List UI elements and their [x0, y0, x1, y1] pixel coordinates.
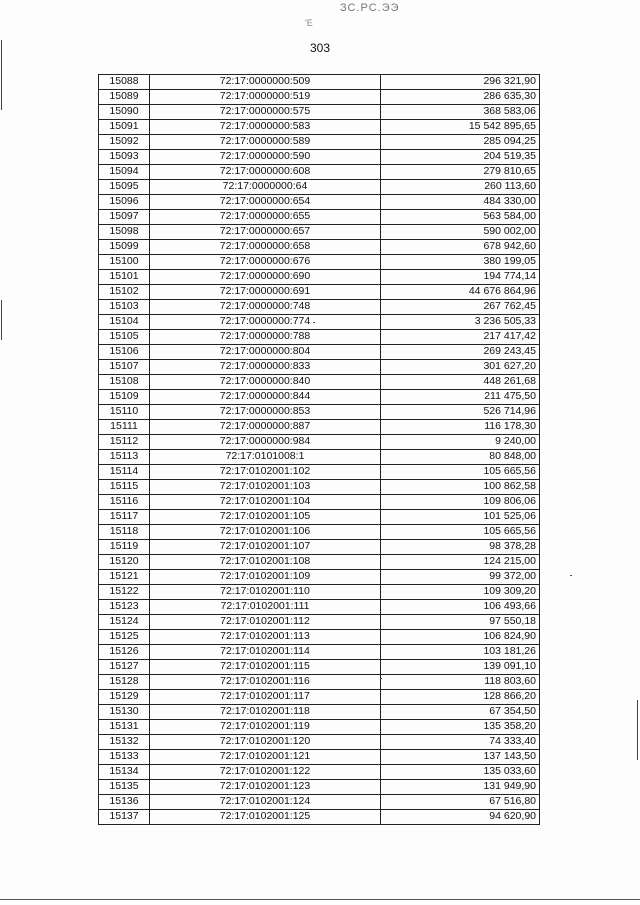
- cadastral-value-cell: 260 113,60: [381, 180, 540, 195]
- cadastral-value-cell: 74 333,40: [381, 735, 540, 750]
- table-row: [99, 180, 540, 195]
- table-row: [99, 480, 540, 495]
- cadastral-value-cell: 106 824,90: [381, 630, 540, 645]
- cadastral-value-cell: 97 550,18: [381, 615, 540, 630]
- cadastral-number-cell: 72:17:0000000:658: [150, 240, 381, 255]
- cadastral-number-cell: 72:17:0102001:116: [150, 675, 381, 690]
- cadastral-value-cell: 131 949,90: [381, 780, 540, 795]
- table-row: [99, 420, 540, 435]
- table-row: [99, 270, 540, 285]
- row-number-cell: 15127: [99, 660, 150, 675]
- cadastral-number-cell: 72:17:0102001:104: [150, 495, 381, 510]
- row-number-cell: 15106: [99, 345, 150, 360]
- row-number-cell: 15113: [99, 450, 150, 465]
- cadastral-number-cell: 72:17:0102001:121: [150, 750, 381, 765]
- row-number-cell: 15130: [99, 705, 150, 720]
- row-number-cell: 15133: [99, 750, 150, 765]
- cadastral-number-cell: 72:17:0102001:123: [150, 780, 381, 795]
- scan-edge-bottom: [0, 899, 640, 900]
- table-row: [99, 405, 540, 420]
- table-row: [99, 810, 540, 825]
- table-row: [99, 735, 540, 750]
- cadastral-number-cell: 72:17:0102001:111: [150, 600, 381, 615]
- cadastral-value-cell: 9 240,00: [381, 435, 540, 450]
- table-row: [99, 285, 540, 300]
- cadastral-number-cell: 72:17:0102001:120: [150, 735, 381, 750]
- table-row: [99, 705, 540, 720]
- row-number-cell: 15089: [99, 90, 150, 105]
- table-row: [99, 120, 540, 135]
- table-row: [99, 600, 540, 615]
- cadastral-value-cell: 80 848,00: [381, 450, 540, 465]
- table-row: [99, 435, 540, 450]
- table-row: [99, 135, 540, 150]
- row-number-cell: 15090: [99, 105, 150, 120]
- table-row: [99, 300, 540, 315]
- cadastral-number-cell: 72:17:0000000:608: [150, 165, 381, 180]
- row-number-cell: 15107: [99, 360, 150, 375]
- table-row: [99, 345, 540, 360]
- table-row: [99, 75, 540, 90]
- cadastral-value-cell: 137 143,50: [381, 750, 540, 765]
- cadastral-value-cell: 301 627,20: [381, 360, 540, 375]
- row-number-cell: 15102: [99, 285, 150, 300]
- cadastral-value-cell: 678 942,60: [381, 240, 540, 255]
- row-number-cell: 15095: [99, 180, 150, 195]
- cadastral-value-cell: 563 584,00: [381, 210, 540, 225]
- cadastral-value-cell: 116 178,30: [381, 420, 540, 435]
- scan-edge-left-top: [1, 40, 2, 110]
- cadastral-number-cell: 72:17:0000000:575: [150, 105, 381, 120]
- page-number: 303: [309, 41, 331, 55]
- cadastral-value-cell: 44 676 864,96: [381, 285, 540, 300]
- row-number-cell: 15135: [99, 780, 150, 795]
- row-number-cell: 15104: [99, 315, 150, 330]
- cadastral-number-cell: 72:17:0000000:774: [150, 315, 381, 330]
- row-number-cell: 15123: [99, 600, 150, 615]
- scan-edge-right: [637, 700, 638, 760]
- row-number-cell: 15101: [99, 270, 150, 285]
- cadastral-number-cell: 72:17:0102001:119: [150, 720, 381, 735]
- cadastral-number-cell: 72:17:0102001:106: [150, 525, 381, 540]
- row-number-cell: 15132: [99, 735, 150, 750]
- cadastral-value-cell: 286 635,30: [381, 90, 540, 105]
- cadastral-number-cell: 72:17:0000000:833: [150, 360, 381, 375]
- cadastral-number-cell: 72:17:0102001:107: [150, 540, 381, 555]
- cadastral-value-cell: 124 215,00: [381, 555, 540, 570]
- table-row: [99, 255, 540, 270]
- row-number-cell: 15120: [99, 555, 150, 570]
- cadastral-number-cell: 72:17:0000000:676: [150, 255, 381, 270]
- cadastral-number-cell: 72:17:0000000:590: [150, 150, 381, 165]
- scan-speck: [380, 678, 382, 679]
- row-number-cell: 15124: [99, 615, 150, 630]
- table-row: [99, 375, 540, 390]
- table-row: [99, 720, 540, 735]
- row-number-cell: 15137: [99, 810, 150, 825]
- cadastral-value-cell: 279 810,65: [381, 165, 540, 180]
- cadastral-number-cell: 72:17:0000000:64: [150, 180, 381, 195]
- row-number-cell: 15105: [99, 330, 150, 345]
- cadastral-value-cell: 99 372,00: [381, 570, 540, 585]
- cadastral-number-cell: 72:17:0102001:102: [150, 465, 381, 480]
- cadastral-value-cell: 194 774,14: [381, 270, 540, 285]
- cadastral-value-cell: 128 866,20: [381, 690, 540, 705]
- row-number-cell: 15096: [99, 195, 150, 210]
- row-number-cell: 15116: [99, 495, 150, 510]
- cadastral-number-cell: 72:17:0102001:125: [150, 810, 381, 825]
- table-row: [99, 240, 540, 255]
- row-number-cell: 15112: [99, 435, 150, 450]
- table-row: [99, 645, 540, 660]
- cadastral-number-cell: 72:17:0000000:509: [150, 75, 381, 90]
- cadastral-number-cell: 72:17:0102001:105: [150, 510, 381, 525]
- cadastral-value-cell: 285 094,25: [381, 135, 540, 150]
- cadastral-value-cell: 135 033,60: [381, 765, 540, 780]
- cadastral-number-cell: 72:17:0102001:122: [150, 765, 381, 780]
- cadastral-number-cell: 72:17:0000000:853: [150, 405, 381, 420]
- row-number-cell: 15108: [99, 375, 150, 390]
- cadastral-number-cell: 72:17:0102001:112: [150, 615, 381, 630]
- cadastral-value-cell: 139 091,10: [381, 660, 540, 675]
- cadastral-value-cell: 380 199,05: [381, 255, 540, 270]
- cadastral-number-cell: 72:17:0102001:113: [150, 630, 381, 645]
- row-number-cell: 15109: [99, 390, 150, 405]
- row-number-cell: 15097: [99, 210, 150, 225]
- cadastral-number-cell: 72:17:0000000:589: [150, 135, 381, 150]
- cadastral-value-cell: 368 583,06: [381, 105, 540, 120]
- table-row: [99, 210, 540, 225]
- table-row: [99, 615, 540, 630]
- cadastral-value-cell: 118 803,60: [381, 675, 540, 690]
- row-number-cell: 15099: [99, 240, 150, 255]
- row-number-cell: 15091: [99, 120, 150, 135]
- table-row: [99, 195, 540, 210]
- cadastral-number-cell: 72:17:0000000:691: [150, 285, 381, 300]
- cadastral-value-cell: 267 762,45: [381, 300, 540, 315]
- cadastral-value-cell: 105 665,56: [381, 465, 540, 480]
- row-number-cell: 15093: [99, 150, 150, 165]
- table-row: [99, 165, 540, 180]
- cadastral-number-cell: 72:17:0102001:115: [150, 660, 381, 675]
- cadastral-value-cell: 448 261,68: [381, 375, 540, 390]
- table-row: [99, 90, 540, 105]
- table-row: [99, 630, 540, 645]
- cadastral-value-cell: 590 002,00: [381, 225, 540, 240]
- table-row: [99, 225, 540, 240]
- cadastral-value-cell: 100 862,58: [381, 480, 540, 495]
- cadastral-number-cell: 72:17:0000000:804: [150, 345, 381, 360]
- row-number-cell: 15118: [99, 525, 150, 540]
- table-row: [99, 525, 540, 540]
- cadastral-number-cell: 72:17:0000000:840: [150, 375, 381, 390]
- row-number-cell: 15131: [99, 720, 150, 735]
- table-row: [99, 585, 540, 600]
- row-number-cell: 15126: [99, 645, 150, 660]
- table-row: [99, 765, 540, 780]
- cadastral-value-cell: 217 417,42: [381, 330, 540, 345]
- table-row: [99, 660, 540, 675]
- cadastral-value-cell: 484 330,00: [381, 195, 540, 210]
- table-row: [99, 795, 540, 810]
- cadastral-number-cell: 72:17:0000000:657: [150, 225, 381, 240]
- cadastral-number-cell: 72:17:0000000:844: [150, 390, 381, 405]
- table-row: [99, 675, 540, 690]
- table-body: [99, 75, 540, 825]
- cadastral-number-cell: 72:17:0102001:114: [150, 645, 381, 660]
- cadastral-number-cell: 72:17:0102001:110: [150, 585, 381, 600]
- scan-mark: ЗС.РС.ЭЭ: [340, 2, 400, 14]
- row-number-cell: 15110: [99, 405, 150, 420]
- table-row: [99, 495, 540, 510]
- row-number-cell: 15136: [99, 795, 150, 810]
- cadastral-value-cell: 67 354,50: [381, 705, 540, 720]
- table-row: [99, 105, 540, 120]
- row-number-cell: 15125: [99, 630, 150, 645]
- table-row: [99, 780, 540, 795]
- row-number-cell: 15111: [99, 420, 150, 435]
- cadastral-value-cell: 211 475,50: [381, 390, 540, 405]
- cadastral-value-cell: 103 181,26: [381, 645, 540, 660]
- row-number-cell: 15122: [99, 585, 150, 600]
- row-number-cell: 15094: [99, 165, 150, 180]
- table-row: [99, 330, 540, 345]
- cadastral-value-cell: 15 542 895,65: [381, 120, 540, 135]
- row-number-cell: 15115: [99, 480, 150, 495]
- table-row: [99, 315, 540, 330]
- table-row: [99, 555, 540, 570]
- cadastral-value-cell: 269 243,45: [381, 345, 540, 360]
- row-number-cell: 15129: [99, 690, 150, 705]
- cadastral-number-cell: 72:17:0000000:519: [150, 90, 381, 105]
- cadastral-number-cell: 72:17:0102001:124: [150, 795, 381, 810]
- row-number-cell: 15103: [99, 300, 150, 315]
- scan-edge-left-mid: [1, 300, 2, 340]
- cadastral-value-cell: 204 519,35: [381, 150, 540, 165]
- table-row: [99, 150, 540, 165]
- table-row: [99, 360, 540, 375]
- row-number-cell: 15092: [99, 135, 150, 150]
- table-row: [99, 750, 540, 765]
- cadastral-number-cell: 72:17:0000000:583: [150, 120, 381, 135]
- table-row: [99, 690, 540, 705]
- row-number-cell: 15088: [99, 75, 150, 90]
- cadastral-number-cell: 72:17:0000000:984: [150, 435, 381, 450]
- cadastral-number-cell: 72:17:0102001:108: [150, 555, 381, 570]
- cadastral-value-cell: 106 493,66: [381, 600, 540, 615]
- cadastral-value-cell: 3 236 505,33: [381, 315, 540, 330]
- cadastral-number-cell: 72:17:0102001:109: [150, 570, 381, 585]
- cadastral-number-cell: 72:17:0000000:690: [150, 270, 381, 285]
- cadastral-number-cell: 72:17:0000000:788: [150, 330, 381, 345]
- row-number-cell: 15117: [99, 510, 150, 525]
- row-number-cell: 15121: [99, 570, 150, 585]
- table-row: [99, 540, 540, 555]
- cadastral-value-cell: 526 714,96: [381, 405, 540, 420]
- cadastral-value-cell: 296 321,90: [381, 75, 540, 90]
- scan-speck: [313, 322, 315, 323]
- table-row: [99, 390, 540, 405]
- scan-speck: [570, 575, 572, 576]
- cadastral-number-cell: 72:17:0000000:887: [150, 420, 381, 435]
- cadastral-value-cell: 98 378,28: [381, 540, 540, 555]
- cadastral-number-cell: 72:17:0102001:103: [150, 480, 381, 495]
- scan-mark-small: 'Е: [305, 18, 313, 28]
- cadastral-value-cell: 105 665,56: [381, 525, 540, 540]
- cadastral-value-cell: 67 516,80: [381, 795, 540, 810]
- cadastral-value-cell: 101 525,06: [381, 510, 540, 525]
- row-number-cell: 15128: [99, 675, 150, 690]
- row-number-cell: 15100: [99, 255, 150, 270]
- cadastral-value-cell: 94 620,90: [381, 810, 540, 825]
- row-number-cell: 15098: [99, 225, 150, 240]
- cadastral-number-cell: 72:17:0102001:118: [150, 705, 381, 720]
- cadastral-number-cell: 72:17:0102001:117: [150, 690, 381, 705]
- cadastral-value-cell: 109 806,06: [381, 495, 540, 510]
- cadastral-value-table: [98, 74, 540, 825]
- cadastral-number-cell: 72:17:0101008:1: [150, 450, 381, 465]
- cadastral-number-cell: 72:17:0000000:655: [150, 210, 381, 225]
- cadastral-number-cell: 72:17:0000000:748: [150, 300, 381, 315]
- row-number-cell: 15134: [99, 765, 150, 780]
- row-number-cell: 15114: [99, 465, 150, 480]
- table-row: [99, 465, 540, 480]
- table-row: [99, 570, 540, 585]
- table-row: [99, 510, 540, 525]
- cadastral-table-wrapper: [98, 74, 536, 825]
- cadastral-value-cell: 135 358,20: [381, 720, 540, 735]
- table-row: [99, 450, 540, 465]
- cadastral-value-cell: 109 309,20: [381, 585, 540, 600]
- row-number-cell: 15119: [99, 540, 150, 555]
- cadastral-number-cell: 72:17:0000000:654: [150, 195, 381, 210]
